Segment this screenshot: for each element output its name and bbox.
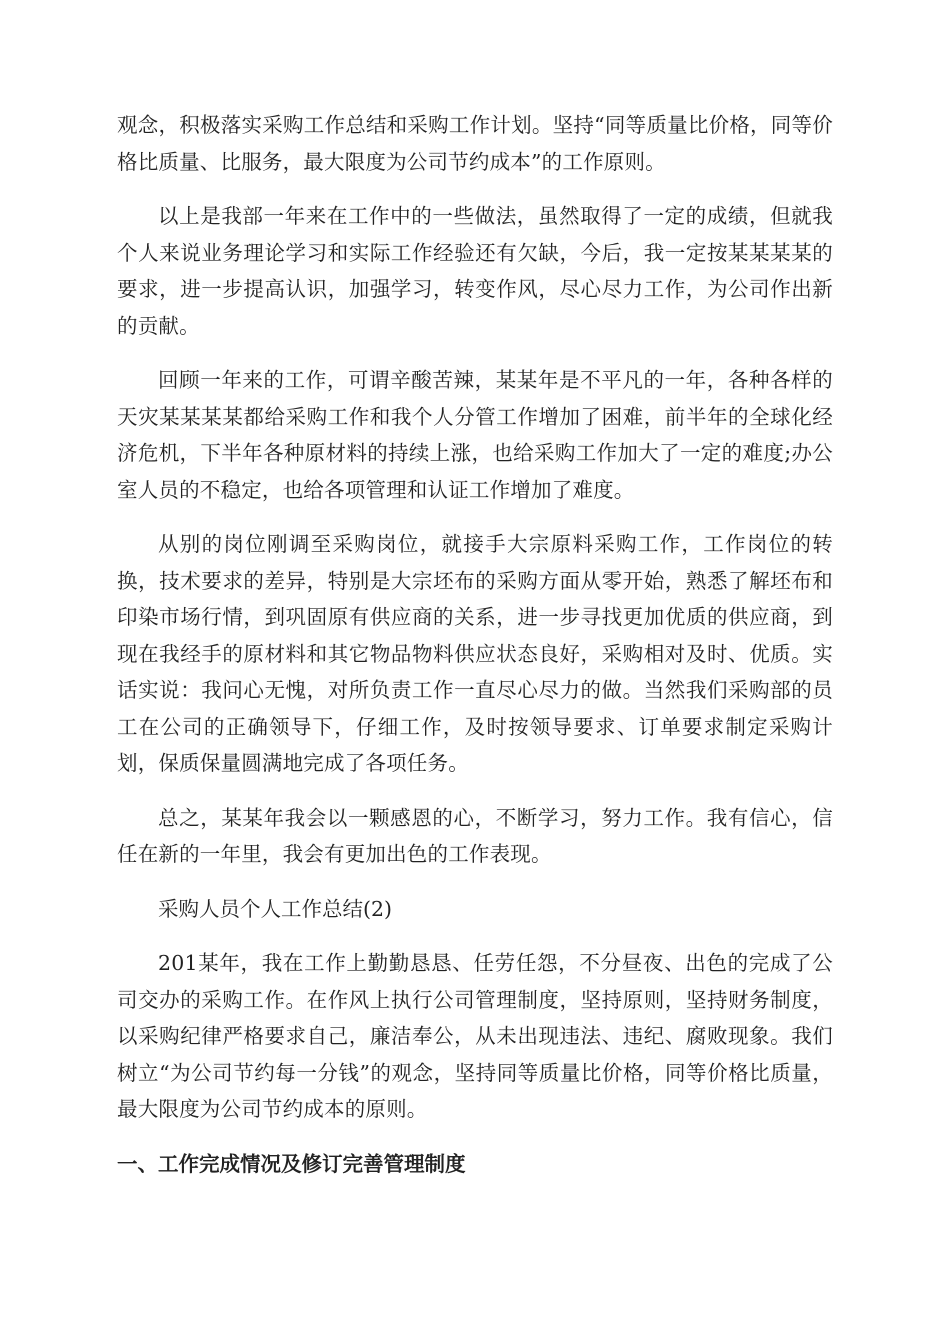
paragraph-conclusion: 总之，某某年我会以一颗感恩的心，不断学习，努力工作。我有信心，信任在新的一年里，我会有更加出色的工作表现。 (117, 805, 833, 866)
paragraph-year-review: 回顾一年来的工作，可谓辛酸苦辣，某某年是不平凡的一年，各种各样的天灾某某某某都给采购工作和我个人分管工作增加了困难，前半年的全球化经济危机，下半年各种原材料的持续上涨，也给采购工作加大了一定的难度;办公室人员的不稳定，也给各项管理和认证工作增加了难度。 (117, 368, 833, 502)
document-page (117, 107, 833, 1182)
paragraph-position-change: 从别的岗位刚调至采购岗位，就接手大宗原料采购工作，工作岗位的转换，技术要求的差异，特别是大宗坯布的采购方面从零开始，熟悉了解坯布和印染市场行情，到巩固原有供应商的关系，进一步寻找更加优质的供应商，到现在我经手的原材料和其它物品物料供应状态良好，采购相对及时、优质。实话实说：我问心无愧，对所负责工作一直尽心尽力的做。当然我们采购部的员工在公司的正确领导下，仔细工作，及时按领导要求、订单要求制定采购计划，保质保量圆满地完成了各项任务。 (117, 532, 833, 775)
section-subtitle: 采购人员个人工作总结(2) (158, 896, 393, 921)
paragraph-work-attitude: 201某年，我在工作上勤勤恳恳、任劳任怨，不分昼夜、出色的完成了公司交办的采购工作。在作风上执行公司管理制度，坚持原则，坚持财务制度，以采购纪律严格要求自己，廉洁奉公，从未出现违法、违纪、腐败现象。我们树立“为公司节约每一分钱”的观念，坚持同等质量比价格，同等价格比质量，最大限度为公司节约成本的原则。 (117, 951, 833, 1121)
section-heading: 一、工作完成情况及修订完善管理制度 (117, 1151, 466, 1176)
paragraph-continuation: 观念，积极落实采购工作总结和采购工作计划。坚持“同等质量比价格，同等价格比质量、比服务，最大限度为公司节约成本”的工作原则。 (117, 113, 833, 174)
paragraph-summary-outlook: 以上是我部一年来在工作中的一些做法，虽然取得了一定的成绩，但就我个人来说业务理论学习和实际工作经验还有欠缺，今后，我一定按某某某某的要求，进一步提高认识，加强学习，转变作风，尽心尽力工作，为公司作出新的贡献。 (117, 204, 833, 338)
